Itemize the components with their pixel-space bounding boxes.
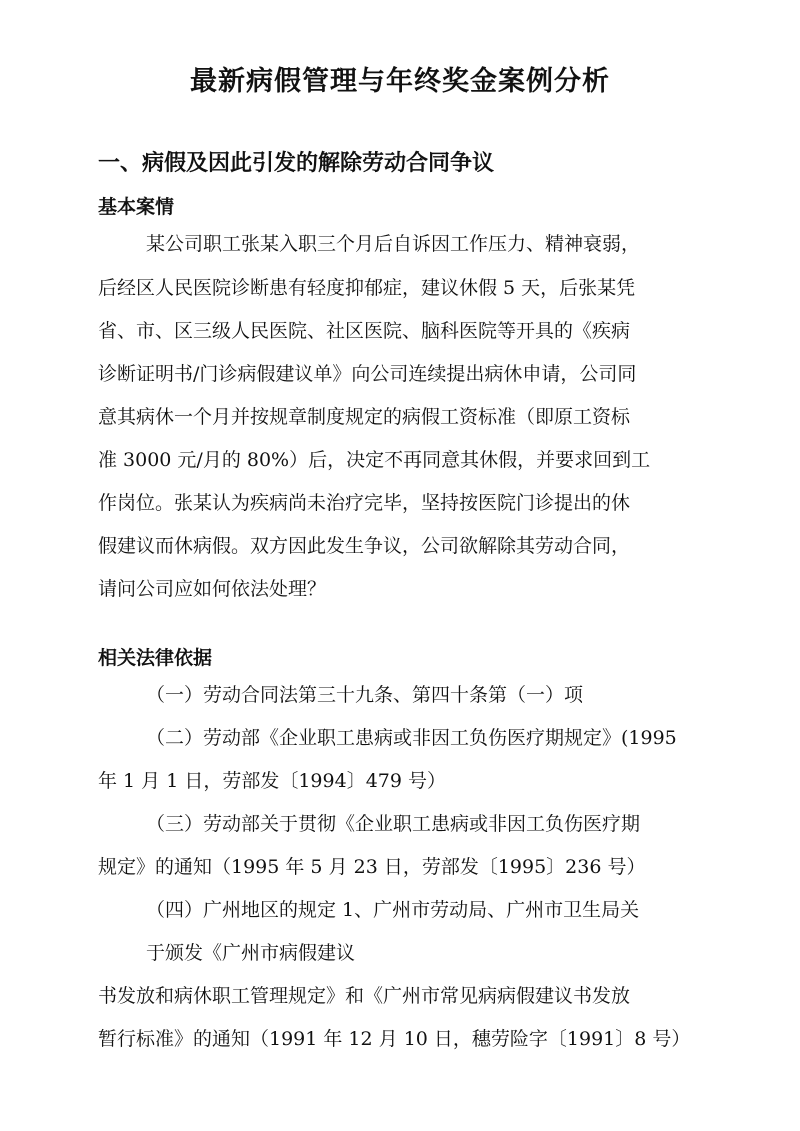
law-item-line: （二）劳动部《企业职工患病或非因工负伤医疗期规定》(1995 [146,727,677,749]
law-item-line: 规定》的通知（1995 年 5 月 23 日，劳部发〔1995〕236 号） [98,856,646,878]
law-item-line: 年 1 月 1 日，劳部发〔1994〕479 号） [98,770,446,792]
case-paragraph-line: 省、市、区三级人民医院、社区医院、脑科医院等开具的《疾病 [98,320,631,342]
case-subheading: 基本案情 [98,196,175,218]
law-item-line: 书发放和病休职工管理规定》和《广州市常见病病假建议书发放 [98,985,631,1007]
case-paragraph-line: 作岗位。张某认为疾病尚未治疗完毕，坚持按医院门诊提出的休 [98,492,631,514]
document-title: 最新病假管理与年终奖金案例分析 [190,66,610,97]
law-item-line: （三）劳动部关于贯彻《企业职工患病或非因工负伤医疗期 [146,813,641,835]
law-item-line: （四）广州地区的规定 1、广州市劳动局、广州市卫生局关 [146,899,640,921]
case-paragraph-line: 意其病休一个月并按规章制度规定的病假工资标准（即原工资标 [98,406,631,428]
case-paragraph-line: 后经区人民医院诊断患有轻度抑郁症，建议休假 5 天，后张某凭 [98,277,636,299]
section-heading: 一、病假及因此引发的解除劳动合同争议 [98,151,495,176]
case-paragraph-line: 诊断证明书/门诊病假建议单》向公司连续提出病休申请，公司同 [98,363,637,385]
law-item-line: 于颁发《广州市病假建议 [146,942,356,964]
case-paragraph-line: 准 3000 元/月的 80%）后，决定不再同意其休假，并要求回到工 [98,449,651,471]
case-paragraph-line: 假建议而休病假。双方因此发生争议，公司欲解除其劳动合同， [98,535,631,557]
case-paragraph-line: 某公司职工张某入职三个月后自诉因工作压力、精神衰弱， [146,233,641,255]
case-paragraph-line: 请问公司应如何依法处理？ [98,578,327,600]
law-subheading: 相关法律依据 [98,647,213,669]
law-item-line: 暂行标准》的通知（1991 年 12 月 10 日，穗劳险字〔1991〕8 号） [98,1028,691,1050]
law-item-line: （一）劳动合同法第三十九条、第四十条第（一）项 [146,684,584,706]
